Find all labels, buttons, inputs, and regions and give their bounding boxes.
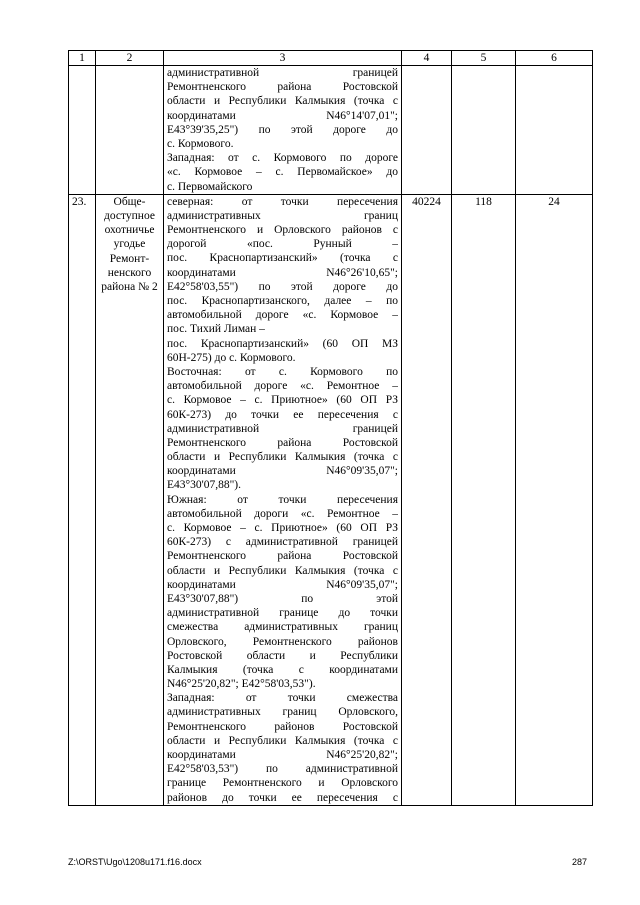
text-line: пос. Краснопартизанского, далее – по <box>167 295 398 307</box>
boundary-description <box>164 66 402 195</box>
text-line: Ремонтненского и Орловского районов с <box>167 224 398 237</box>
text-line: Е43°30'07,88") по этой <box>167 592 398 605</box>
text-line: Калмыкия (точка с координатами <box>167 663 398 676</box>
text-line: N46°25'20,82"; Е42°58'03,53"). <box>167 678 316 691</box>
text-line: области и Республики Калмыкия (точка с <box>167 564 398 577</box>
text-line: Е42°58'03,55") по этой дороге до <box>167 280 398 293</box>
text-line: Западная: от с. Кормового по дороге <box>167 152 398 165</box>
area-value: 40224 <box>402 194 452 805</box>
boundary-description <box>164 194 402 805</box>
name-line: охотничье <box>104 224 155 237</box>
header-cell: 5 <box>452 51 516 66</box>
text-line: координатами N46°26'10,65"; <box>167 266 398 279</box>
text-line: с. Первомайского <box>167 180 253 193</box>
text-line: северная: от точки пересечения <box>167 195 398 208</box>
text-line: 60К-273) до точки ее пересечения с <box>167 408 398 421</box>
name-line: района № 2 <box>101 280 158 293</box>
text-line: Ростовской области и Республики <box>167 649 398 662</box>
table-row <box>69 194 593 805</box>
hunting-ground-name <box>96 194 164 805</box>
text-line: Е43°39'35,25") по этой дороге до <box>167 123 398 136</box>
text-line: районов до точки ее пересечения с <box>167 791 398 804</box>
text-line: административной границей <box>167 422 398 435</box>
text-line: автомобильной дороге «с. Ремонтное – <box>167 380 398 393</box>
text-line: границе Ремонтненского и Орловского <box>167 777 398 790</box>
name-line: Обще- <box>113 195 146 208</box>
text-line: Ремонтненского района Ростовской <box>167 436 398 449</box>
text-line: с. Кормовое – с. Приютное» (60 ОП РЗ <box>167 394 398 407</box>
text-line: 60Н-275) до с. Кормового. <box>167 351 296 364</box>
file-path: Z:\ORST\Ugo\1208u171.f16.docx <box>68 857 202 867</box>
name-line: угодье <box>113 238 146 251</box>
text-line: пос. Краснопартизанский» (точка с <box>167 252 398 265</box>
text-line: Е43°30'07,88"). <box>167 479 241 492</box>
header-cell: 2 <box>96 51 164 66</box>
boundary-text <box>167 195 398 805</box>
name-text <box>99 195 160 294</box>
text-line: Ремонтненского района Ростовской <box>167 550 398 563</box>
text-line: с. Кормового. <box>167 137 234 150</box>
text-line: области и Республики Калмыкия (точка с <box>167 734 398 747</box>
header-cell: 3 <box>164 51 402 66</box>
column-5-value: 118 <box>452 194 516 805</box>
text-line: координатами N46°09'35,07"; <box>167 465 398 478</box>
text-line: Ремонтненского района Ростовской <box>167 81 398 94</box>
text-line: административной границе до точки <box>167 607 398 620</box>
text-line: дорогой «пос. Рунный – <box>167 238 398 251</box>
text-line: 60К-273) с административной границей <box>167 536 398 549</box>
text-line: административных границ <box>167 209 398 222</box>
text-line: Восточная: от с. Кормового по <box>167 365 398 378</box>
text-line: Ремонтненского районов Ростовской <box>167 720 398 733</box>
text-line: области и Республики Калмыкия (точка с <box>167 95 398 108</box>
text-line: Южная: от точки пересечения <box>167 493 398 506</box>
page-number: 287 <box>572 857 588 867</box>
header-row <box>69 51 593 66</box>
column-6-value: 24 <box>516 194 593 805</box>
continuation-row <box>69 66 593 195</box>
text-line: автомобильной дороги «с. Ремонтное – <box>167 507 398 520</box>
continuation-text <box>167 66 398 194</box>
empty-cell <box>69 66 96 195</box>
header-cell: 6 <box>516 51 593 66</box>
text-line: координатами N46°09'35,07"; <box>167 578 398 591</box>
text-line: пос. Краснопартизанский» (60 ОП МЗ <box>167 337 398 350</box>
text-line: Е42°58'03,53") по административной <box>167 763 398 776</box>
name-line: доступное <box>104 209 155 222</box>
text-line: области и Республики Калмыкия (точка с <box>167 451 398 464</box>
header-cell: 1 <box>69 51 96 66</box>
text-line: «с. Кормовое – с. Первомайское» до <box>167 166 398 179</box>
text-line: смежества административных границ <box>167 621 398 634</box>
name-line: Ремонт- <box>109 252 150 265</box>
boundaries-table <box>68 50 593 806</box>
empty-cell <box>452 66 516 195</box>
text-line: административных границ Орловского, <box>167 706 398 719</box>
text-line: пос. Тихий Лиман – <box>167 323 265 336</box>
text-line: Орловского, Ремонтненского районов <box>167 635 398 648</box>
empty-cell <box>402 66 452 195</box>
empty-cell <box>516 66 593 195</box>
text-line: координатами N46°25'20,82"; <box>167 749 398 761</box>
name-line: ненского <box>107 266 152 279</box>
text-line: с. Кормовое – с. Приютное» (60 ОП РЗ <box>167 522 398 534</box>
row-number: 23. <box>69 194 96 805</box>
text-line: автомобильной дороге «с. Кормовое – <box>167 309 398 322</box>
text-line: Западная: от точки смежества <box>167 692 398 705</box>
empty-cell <box>96 66 164 195</box>
text-line: административной границей <box>167 67 398 79</box>
header-cell: 4 <box>402 51 452 66</box>
text-line: координатами N46°14'07,01"; <box>167 109 398 122</box>
